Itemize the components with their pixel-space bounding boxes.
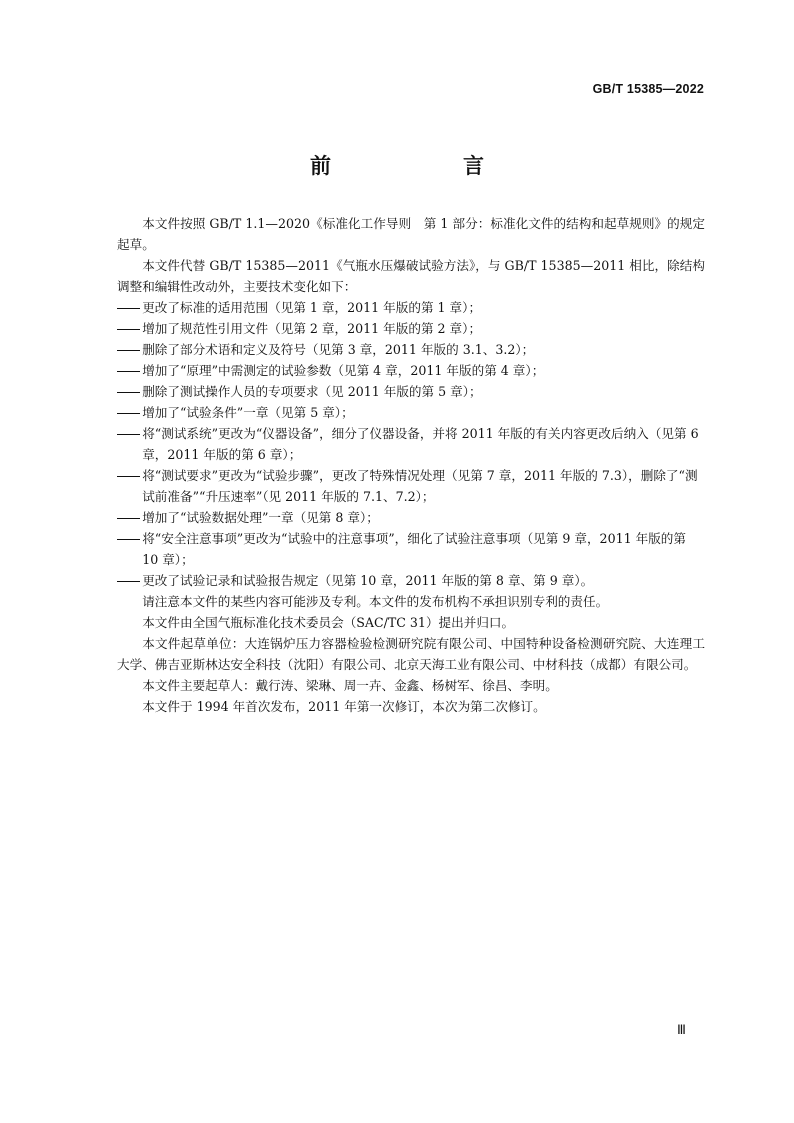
foreword-body bbox=[117, 213, 705, 717]
dash-marker bbox=[117, 465, 142, 486]
page-number: Ⅲ bbox=[677, 1022, 686, 1037]
change-item: 将“安全注意事项”更改为“试验中的注意事项”，细化了试验注意事项（见第 9 章，2011 年版的第 10 章）； bbox=[117, 528, 705, 570]
change-item: 删除了部分术语和定义及符号（见第 3 章，2011 年版的 3.1、3.2）； bbox=[117, 339, 705, 360]
change-item: 增加了规范性引用文件（见第 2 章，2011 年版的第 2 章）； bbox=[117, 318, 705, 339]
paragraph: 本文件于 1994 年首次发布，2011 年第一次修订，本次为第二次修订。 bbox=[142, 699, 546, 714]
paragraph: 本文件主要起草人：戴行涛、梁琳、周一卉、金鑫、杨树军、徐昌、李明。 bbox=[142, 678, 558, 693]
dash-marker bbox=[117, 297, 142, 318]
dash-marker bbox=[117, 423, 142, 444]
page-title: 前 言 bbox=[310, 153, 514, 178]
dash-marker bbox=[117, 360, 142, 381]
paragraph: 本文件由全国气瓶标准化技术委员会（SAC/TC 31）提出并归口。 bbox=[142, 615, 515, 630]
paragraph: 本文件起草单位：大连锅炉压力容器检验检测研究院有限公司、中国特种设备检测研究院、大连理工大学、佛吉亚斯林达安全科技（沈阳）有限公司、北京天海工业有限公司、中材科技（成都）有限公司。 bbox=[117, 636, 705, 672]
dash-marker bbox=[117, 528, 142, 549]
paragraph: 本文件代替 GB/T 15385—2011《气瓶水压爆破试验方法》，与 GB/T 15385—2011 相比，除结构调整和编辑性改动外，主要技术变化如下： bbox=[117, 258, 705, 294]
change-item: 增加了“原理”中需测定的试验参数（见第 4 章，2011 年版的第 4 章）； bbox=[117, 360, 705, 381]
paragraph: 请注意本文件的某些内容可能涉及专利。本文件的发布机构不承担识别专利的责任。 bbox=[142, 594, 609, 609]
paragraph: 本文件按照 GB/T 1.1—2020《标准化工作导则 第 1 部分：标准化文件的结构和起草规则》的规定起草。 bbox=[117, 216, 705, 252]
dash-marker bbox=[117, 570, 142, 591]
change-item: 更改了试验记录和试验报告规定（见第 10 章，2011 年版的第 8 章、第 9 章）。 bbox=[117, 570, 705, 591]
standard-number: GB/T 15385—2022 bbox=[592, 82, 704, 96]
dash-marker bbox=[117, 339, 142, 360]
change-item: 更改了标准的适用范围（见第 1 章，2011 年版的第 1 章）； bbox=[117, 297, 705, 318]
change-item: 增加了“试验数据处理”一章（见第 8 章）； bbox=[117, 507, 705, 528]
dash-marker bbox=[117, 318, 142, 339]
change-item: 增加了“试验条件”一章（见第 5 章）； bbox=[117, 402, 705, 423]
dash-marker bbox=[117, 381, 142, 402]
change-item: 将“测试系统”更改为“仪器设备”，细分了仪器设备，并将 2011 年版的有关内容更改后纳入（见第 6 章，2011 年版的第 6 章）； bbox=[117, 423, 705, 465]
change-item: 删除了测试操作人员的专项要求（见 2011 年版的第 5 章）； bbox=[117, 381, 705, 402]
dash-marker bbox=[117, 402, 142, 423]
dash-marker bbox=[117, 507, 142, 528]
change-item: 将“测试要求”更改为“试验步骤”，更改了特殊情况处理（见第 7 章，2011 年版的 7.3），删除了“测试前准备”“升压速率”（见 2011 年版的 7.1、7.2）； bbox=[117, 465, 705, 507]
